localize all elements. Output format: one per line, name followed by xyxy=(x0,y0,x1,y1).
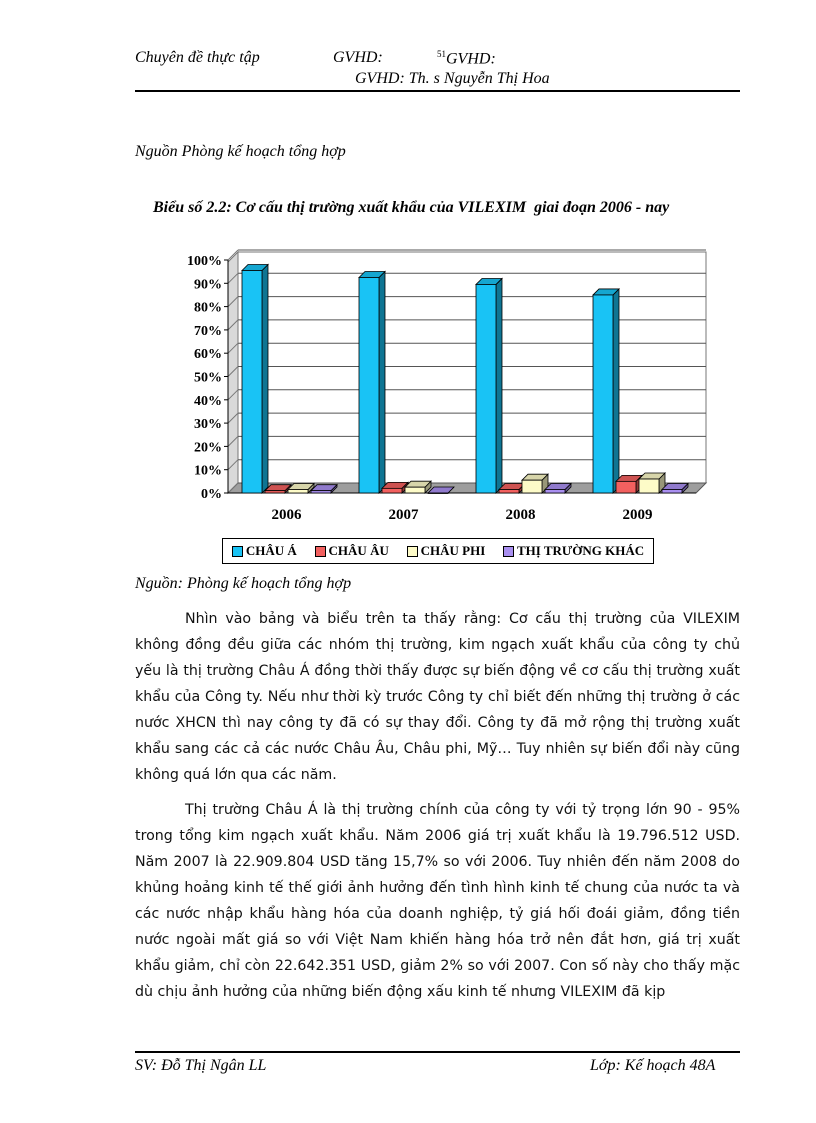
paragraph-1: Nhìn vào bảng và biểu trên ta thấy rằng: Cơ cấu thị trường của VILEXIM không đồng đều giữa các nhóm thị trường, kim ngạch xuất khẩu của công ty chủ yếu là thị trường Châu Á đồng thời thấy được sự biến động về cơ cấu thị trường xuất khẩu của Công ty. Nếu như thời kỳ trước Công ty chỉ biết đến những thị trường ở các nước XHCN thì nay công ty đã có sự thay đổi. Công ty đã mở rộng thị trường xuất khẩu sang các cả các nước Châu Âu, Châu phi, Mỹ… Tuy nhiên sự biến đổi này cũng không quá lớn qua các năm. xyxy=(135,611,740,783)
legend-swatch-chau-a xyxy=(232,546,243,557)
chart-back-wall xyxy=(238,252,706,483)
bar-2008-0-side xyxy=(496,278,502,493)
legend-swatch-khac xyxy=(503,546,514,557)
legend-item-chau-phi xyxy=(407,543,486,559)
legend-label-chau-phi: CHÂU PHI xyxy=(420,543,486,558)
chart-caption: Biểu số 2.2: Cơ cấu thị trường xuất khẩu của VILEXIM giai đoạn 2006 - nay xyxy=(153,199,670,216)
legend-label-chau-au: CHÂU ÂU xyxy=(328,543,389,558)
legend-item-khac xyxy=(503,543,644,559)
x-tick-label: 2006 xyxy=(271,507,302,523)
bar-2009-3 xyxy=(662,490,682,493)
y-tick-label: 30% xyxy=(194,417,222,433)
header-gvhd-text: GVHD: xyxy=(446,50,496,68)
legend-label-chau-a: CHÂU Á xyxy=(245,543,297,558)
header-title: Chuyên đề thực tập xyxy=(135,49,260,66)
bar-2006-1 xyxy=(265,491,285,493)
chart-legend xyxy=(222,538,654,564)
legend-swatch-chau-phi xyxy=(407,546,418,557)
x-tick-label: 2009 xyxy=(622,507,653,523)
bar-2009-0-side xyxy=(613,289,619,493)
y-tick-label: 60% xyxy=(194,347,222,363)
footer-class: Lớp: Kế hoạch 48A xyxy=(590,1057,716,1074)
bar-2008-3 xyxy=(545,490,565,493)
chart-side-wall xyxy=(228,252,238,493)
y-tick-label: 0% xyxy=(201,487,222,502)
bar-2008-2 xyxy=(522,480,542,493)
legend-item-chau-au xyxy=(315,543,389,559)
bar-2009-1 xyxy=(616,481,636,493)
bar-2008-0 xyxy=(476,284,496,493)
bar-2009-2 xyxy=(639,479,659,493)
bar-2006-0 xyxy=(242,270,262,493)
legend-label-khac: THỊ TRƯỜNG KHÁC xyxy=(517,543,645,558)
page-number: 51 xyxy=(437,49,446,59)
x-tick-label: 2007 xyxy=(388,507,419,523)
source-note-bottom: Nguồn: Phòng kế hoạch tổng hợp xyxy=(135,575,352,592)
paragraph-2: Thị trường Châu Á là thị trường chính của công ty với tỷ trọng lớn 90 - 95% trong tổng kim ngạch xuất khẩu. Năm 2006 giá trị xuất khẩu là 19.796.512 USD. Năm 2007 là 22.909.804 USD tăng 15,7% so với 2006. Tuy nhiên đến năm 2008 do khủng hoảng kinh tế thế giới ảnh hưởng đến tình hình kinh tế chung của nước ta và các nước nhập khẩu hàng hóa của doanh nghiệp, tỷ giá hối đoái giảm, đồng tiền nước ngoài mất giá so với Việt Nam khiến hàng hóa trở nên đắt hơn, giá trị xuất khẩu giảm, chỉ còn 22.642.351 USD, giảm 2% so với 2007. Con số này cho thấy mặc dù chịu ảnh hưởng của những biến động xấu kinh tế nhưng VILEXIM đã kịp xyxy=(135,802,740,1000)
bar-2009-0 xyxy=(593,295,613,493)
bar-2008-1 xyxy=(499,490,519,493)
bar-2006-2 xyxy=(288,490,308,493)
y-tick-label: 100% xyxy=(187,254,222,269)
footer-rule xyxy=(135,1051,740,1053)
bar-2006-0-side xyxy=(262,264,268,493)
bar-2007-0 xyxy=(359,277,379,493)
bar-2007-0-side xyxy=(379,271,385,493)
y-tick-label: 90% xyxy=(194,277,222,293)
y-tick-label: 80% xyxy=(194,300,222,316)
legend-swatch-chau-au xyxy=(315,546,326,557)
source-note-top: Nguồn Phòng kế hoạch tổng hợp xyxy=(135,143,346,160)
bar-chart xyxy=(160,245,720,530)
bar-2007-3 xyxy=(428,493,448,494)
y-tick-label: 70% xyxy=(194,323,222,339)
y-tick-label: 40% xyxy=(194,393,222,409)
header-gvhd-label: GVHD: xyxy=(333,49,383,66)
header-rule xyxy=(135,90,740,92)
bar-2006-3 xyxy=(311,491,331,493)
bar-2007-2 xyxy=(405,487,425,493)
y-tick-label: 50% xyxy=(194,370,222,386)
body-text xyxy=(135,606,740,1005)
y-tick-label: 10% xyxy=(194,463,222,479)
header-supervisor: GVHD: Th. s Nguyễn Thị Hoa xyxy=(355,70,550,87)
x-tick-label: 2008 xyxy=(505,507,536,523)
y-tick-label: 20% xyxy=(194,440,222,456)
header-gvhd-label-2 xyxy=(437,49,496,68)
legend-item-chau-a xyxy=(232,543,297,559)
footer-student: SV: Đỗ Thị Ngân LL xyxy=(135,1057,267,1074)
bar-2007-1 xyxy=(382,488,402,493)
